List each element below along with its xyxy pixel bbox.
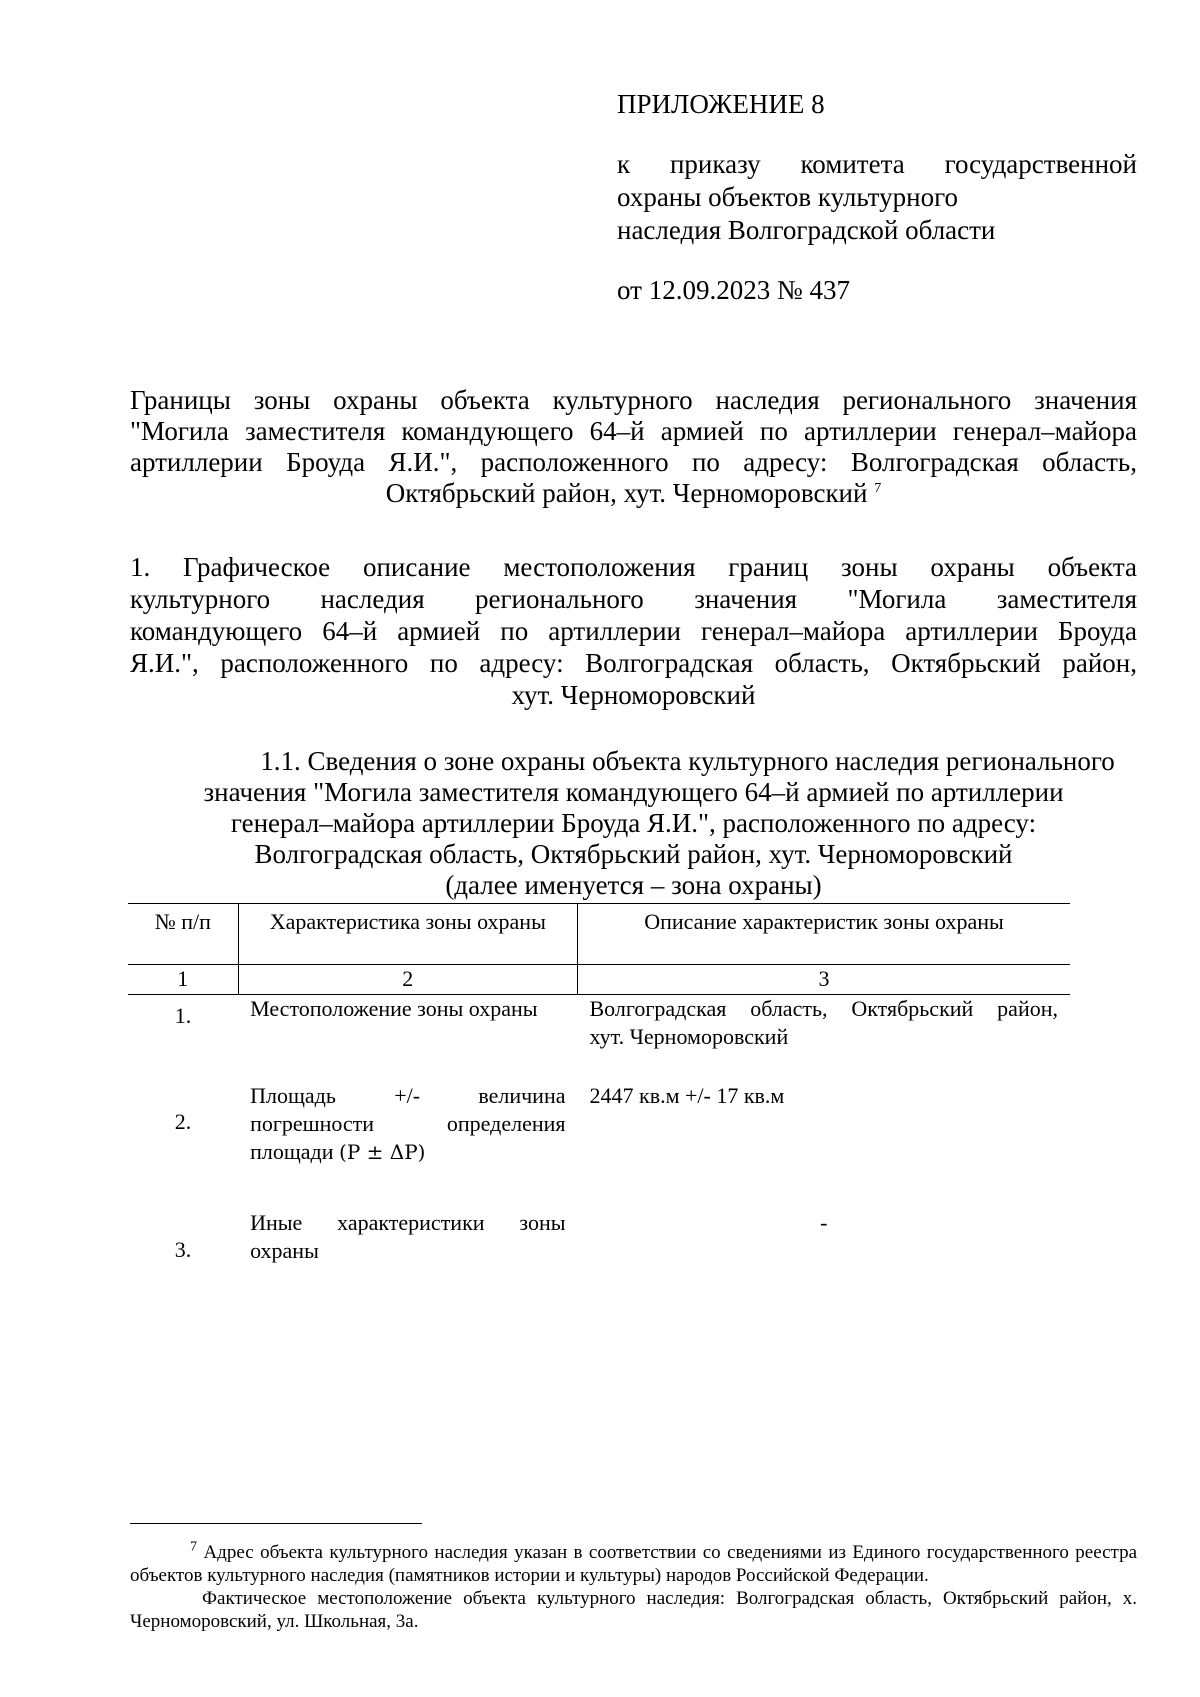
appendix-header (617, 88, 1137, 307)
row-description: 2447 кв.м +/- 17 кв.м (589, 1083, 785, 1108)
row-number: 1. (174, 1003, 192, 1028)
row-number: 2. (174, 1109, 192, 1134)
footnotes (130, 1541, 1137, 1633)
footnote-text-continued: Фактическое местоположение объекта культурного наследия: Волгоградская область, Октябрьский район, х. Черноморовский, ул. Школьная, 3а. (130, 1588, 1137, 1632)
characteristic-line: охраны (250, 1238, 319, 1263)
row-characteristic: Местоположение зоны охраны (250, 996, 538, 1021)
zone-characteristics-table (128, 903, 1070, 1265)
footnote-mark: 7 (190, 1539, 197, 1555)
title-line: Границы зоны охраны объекта культурного наследия регионального значения (130, 385, 1137, 415)
table-row (128, 1082, 1070, 1209)
section-line: командующего 64–й армией по артиллерии генерал–майора артиллерии Броуда (130, 616, 1137, 646)
table-row (128, 995, 1070, 1083)
characteristic-line: площади (250, 1139, 334, 1164)
order-line: к приказу комитета государственной (617, 149, 1137, 179)
document-title (130, 385, 1137, 509)
footnote-text: Адрес объекта культурного наследия указан в соответствии со сведениями из Единого государственного реестра объектов культурного наследия (памятников истории и культуры) народов Российской Федерации. (130, 1542, 1138, 1586)
order-line: наследия Волгоградской области (617, 215, 996, 245)
section-1-heading (130, 551, 1137, 711)
title-line: Октябрьский район, хут. Черноморовский (385, 478, 868, 508)
subsection-line: значения "Могила заместителя командующего 64–й армией по артиллерии (203, 777, 1064, 807)
description-line: Волгоградская область, Октябрьский район, (589, 996, 1058, 1021)
characteristic-line: погрешности определения (250, 1111, 566, 1136)
table-column-numbers-row (128, 965, 1070, 995)
column-number: 3 (578, 965, 1071, 995)
footnote-separator (130, 1523, 422, 1524)
header-number: № п/п (128, 904, 238, 965)
row-characteristic (238, 1082, 577, 1209)
section-line: 1. Графическое описание местоположения границ зоны охраны объекта (130, 552, 1137, 582)
subsection-line: 1.1. Сведения о зоне охраны объекта культурного наследия регионального (260, 746, 1115, 776)
row-description: - (820, 1210, 828, 1235)
row-description (578, 995, 1071, 1083)
order-reference (617, 148, 1137, 247)
footnote (130, 1541, 1137, 1587)
row-number: 3. (174, 1237, 192, 1262)
subsection-1-1-heading (130, 746, 1137, 901)
row-characteristic (238, 1209, 577, 1265)
subsection-line: Волгоградская область, Октябрьский район, хут. Черноморовский (254, 839, 1013, 869)
column-number: 1 (128, 965, 238, 995)
characteristic-line: Иные характеристики зоны (250, 1210, 566, 1235)
header-characteristic: Характеристика зоны охраны (238, 904, 577, 965)
column-number: 2 (238, 965, 577, 995)
characteristic-line: Площадь +/- величина (250, 1083, 566, 1108)
title-line: артиллерии Броуда Я.И.", расположенного по адресу: Волгоградская область, (130, 447, 1137, 477)
subsection-line: генерал–майора артиллерии Броуда Я.И.", расположенного по адресу: (230, 808, 1037, 838)
header-description: Описание характеристик зоны охраны (578, 904, 1071, 965)
area-error-formula: (P ± ΔP) (339, 1140, 426, 1164)
title-line-last (130, 478, 1137, 509)
title-line: "Могила заместителя командующего 64–й армией по артиллерии генерал–майора (130, 416, 1137, 446)
order-line: охраны объектов культурного (617, 182, 958, 212)
table-header-row (128, 904, 1070, 965)
order-date: от 12.09.2023 № 437 (617, 275, 850, 305)
characteristic-line-last (250, 1138, 565, 1166)
section-line: хут. Черноморовский (511, 680, 756, 710)
section-line: Я.И.", расположенного по адресу: Волгоградская область, Октябрьский район, (130, 648, 1137, 678)
subsection-line: (далее именуется – зона охраны) (445, 870, 822, 900)
section-line: культурного наследия регионального значения "Могила заместителя (130, 584, 1137, 614)
description-line: хут. Черноморовский (589, 1024, 789, 1049)
table-row (128, 1209, 1070, 1265)
footnote-reference: 7 (874, 481, 882, 496)
appendix-title: ПРИЛОЖЕНИЕ 8 (617, 89, 825, 119)
